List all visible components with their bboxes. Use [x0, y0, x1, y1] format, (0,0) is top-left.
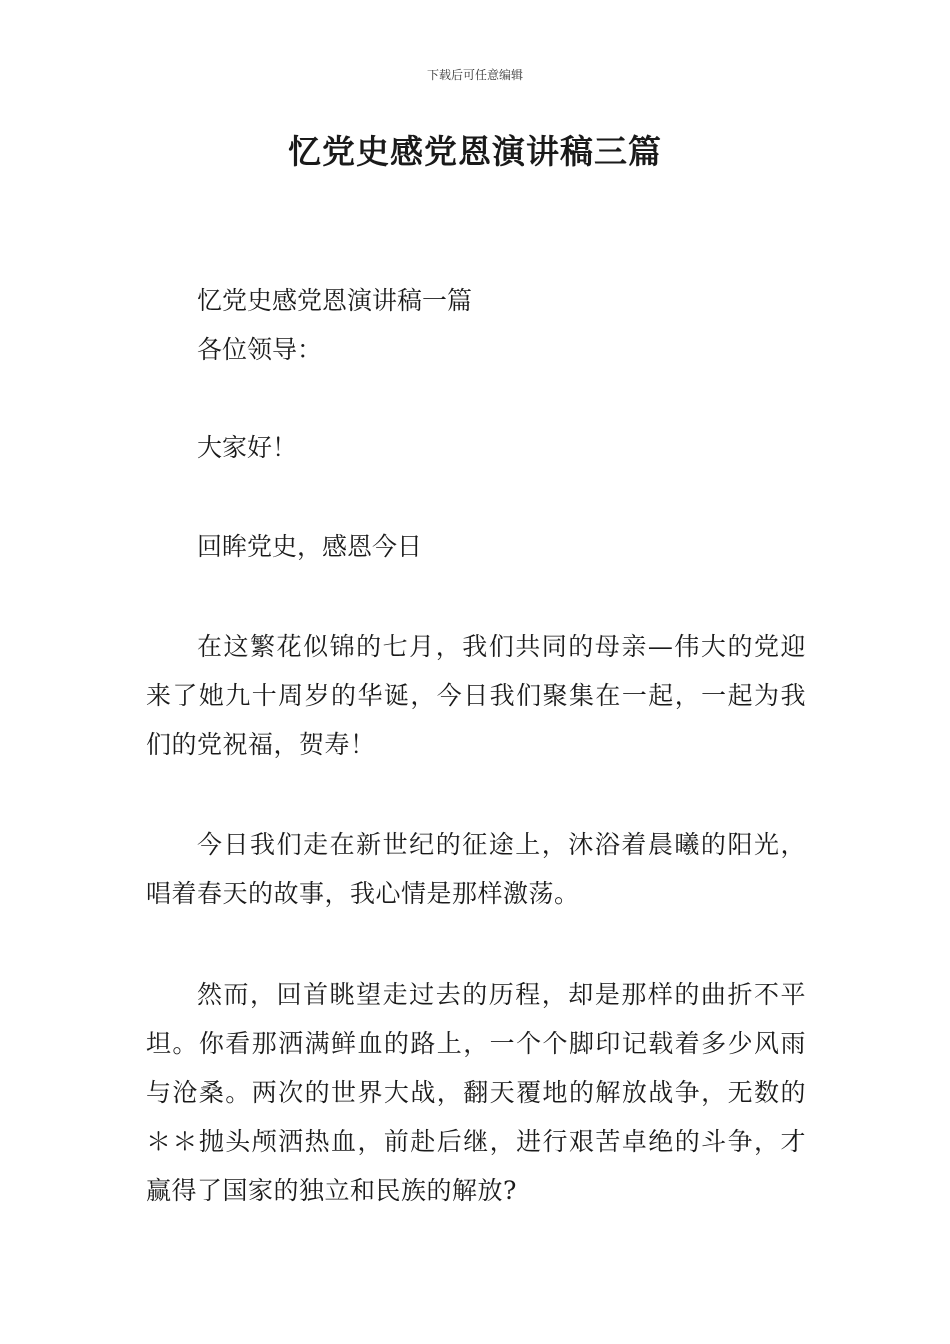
- paragraph-3: 然而，回首眺望走过去的历程，却是那样的曲折不平坦。你看那洒满鲜血的路上，一个个脚印记载着多少风雨与沧桑。两次的世界大战，翻天覆地的解放战争，无数的＊＊抛头颅洒热血，前赴后继，进行艰苦卓绝的斗争，才赢得了国家的独立和民族的解放?: [146, 980, 806, 1205]
- paragraph-2: 今日我们走在新世纪的征途上，沐浴着晨曦的阳光，唱着春天的故事，我心情是那样激荡。: [146, 830, 806, 908]
- paragraph-1: 在这繁花似锦的七月，我们共同的母亲—伟大的党迎来了她九十周岁的华诞，今日我们聚集在一起，一起为我们的党祝福，贺寿！: [146, 632, 806, 759]
- greeting: 大家好！: [197, 433, 298, 462]
- theme-line: 回眸党史，感恩今日: [197, 532, 423, 561]
- header-note: 下载后可任意编辑: [426, 68, 523, 82]
- section-subtitle: 忆党史感党恩演讲稿一篇: [197, 286, 473, 315]
- document-title: 忆党史感党恩演讲稿三篇: [288, 132, 662, 171]
- salutation: 各位领导：: [197, 335, 323, 364]
